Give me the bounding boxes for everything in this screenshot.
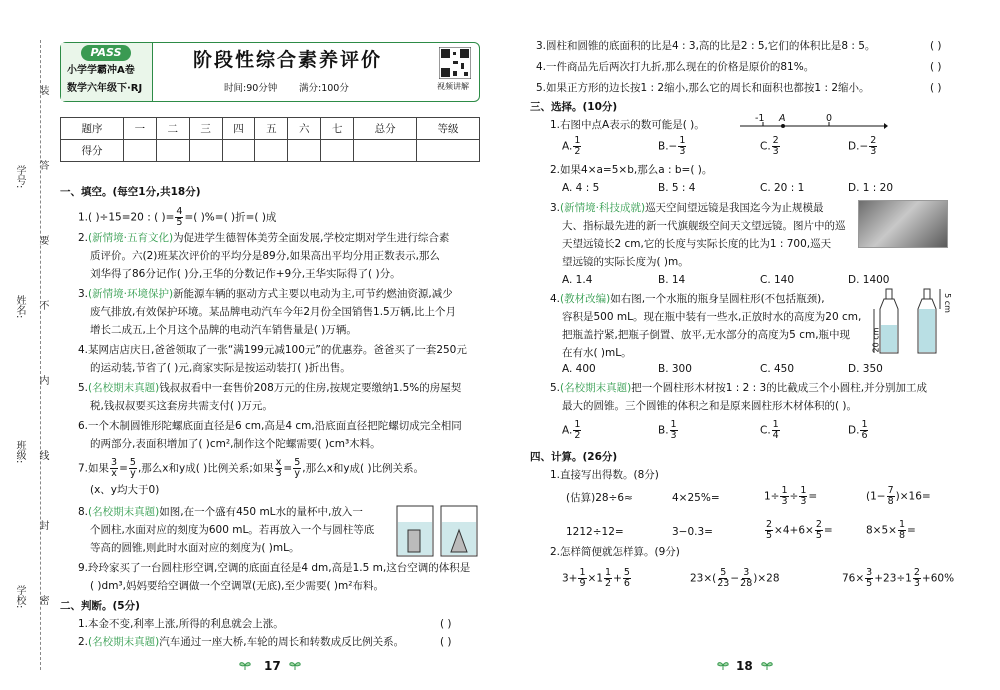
tag: (名校期末真题)	[560, 382, 632, 394]
tag: (名校期末真题)	[88, 382, 160, 394]
q9-text: 9.玲玲家买了一台圆柱形空调,空调的底面直径是4 dm,高是1.5 m,这台空调的体积是	[78, 562, 471, 574]
choice-3-text: 大、指标最先进的新一代旗舰级空间天文望远镜。图片中的巡	[562, 220, 846, 232]
choice-3-text: 望远镜的实际长度为( )m。	[562, 256, 689, 268]
calc-item: 1212÷12=	[566, 526, 624, 538]
option-letter: A.	[562, 140, 573, 153]
q1-text-b: =( )%=( )折=( )成	[184, 211, 277, 224]
table-cell: 总分	[354, 118, 417, 140]
pass-logo: PASS	[81, 45, 131, 61]
tag: (名校期末真题)	[88, 506, 160, 518]
seal-char: 要	[37, 235, 48, 245]
choice-2-text: 2.如果4×a=5×b,那么a : b=( )。	[550, 164, 713, 176]
judge-2: 2.(名校期末真题)汽车通过一座大桥,车轮的周长和转数成反比例关系。	[78, 636, 405, 648]
choice-4-text: 如右图,一个水瓶的瓶身呈圆柱形(不包括瓶颈),	[610, 293, 825, 305]
table-cell: 六	[288, 118, 321, 140]
table-cell: 等级	[417, 118, 480, 140]
calc-item: 3−0.3=	[672, 526, 713, 538]
q2-text: 刘华得了86分记作( )分,王华的分数记作+9分,王华实际得了( )分。	[90, 268, 401, 280]
judge-1-text: 1.本金不变,利率上涨,所得的利息就会上涨。	[78, 618, 284, 630]
seal-char: 线	[37, 450, 48, 460]
choice-option[interactable]: C. 20 : 1	[760, 182, 805, 194]
exam-time: 时间:90分钟	[224, 83, 278, 94]
option-letter: D.	[848, 140, 860, 153]
table-cell: 一	[123, 118, 156, 140]
q1-text: 1.( )÷15=20 : ( )=	[78, 211, 175, 224]
choice-4: 4.(教材改编)如右图,一个水瓶的瓶身呈圆柱形(不包括瓶颈),	[550, 293, 825, 305]
seal-char: 答	[37, 160, 48, 170]
space-telescope-image	[858, 200, 948, 248]
table-cell: 得分	[61, 140, 124, 162]
sprout-icon	[760, 660, 774, 670]
sprout-icon	[288, 660, 302, 670]
q7-text: ,那么x和y成( )比例关系;如果	[137, 462, 274, 475]
table-cell: 四	[222, 118, 255, 140]
table-cell: 七	[321, 118, 354, 140]
q8-text: 如图,在一个盛有450 mL水的量杯中,放入一	[159, 506, 363, 518]
choice-5-text: 把一个圆柱形木材按1 : 2 : 3的比截成三个小圆柱,并分别加工成	[631, 382, 928, 394]
section-fill-blank: 一、填空。(每空1分,共18分)	[60, 186, 201, 198]
table-cell: 三	[189, 118, 222, 140]
q3-text: 增长二成五,上个月这个品牌的电动汽车销售量是( )万辆。	[90, 324, 357, 336]
qr-code-icon[interactable]	[439, 47, 471, 79]
choice-5-text: 最大的圆锥。三个圆锥的体积之和是原来圆柱形木材体积的( )。	[562, 400, 858, 412]
q4-text: 4.某网店店庆日,爸爸领取了一张“满199元减100元”的优惠券。爸爸买了一套250元	[78, 344, 467, 356]
q8-text: 等高的圆锥,则此时水面对应的刻度为( )mL。	[90, 542, 300, 554]
judge-3-text: 3.圆柱和圆锥的底面积的比是4 : 3,高的比是2 : 5,它们的体积比是8 : 5。	[536, 40, 876, 52]
series-name: 小学学霸冲A卷	[67, 65, 135, 76]
choice-option[interactable]: C. $\frac{2}{3}$	[760, 135, 779, 157]
calc-expr: 3+ $\frac{1}{9}$ ×1 $\frac{1}{2}$ + $\frac{5}{6}$	[562, 567, 630, 589]
q4-text: 的运动装,节省了( )元,商家实际是按运动装打( )折出售。	[90, 362, 351, 374]
video-label: 视频讲解	[437, 82, 469, 91]
q2-text: 质评价。六(2)班某次评价的平均分是89分,如果高出平均分用正数表示,那么	[90, 250, 440, 262]
q8-text: 个圆柱,水面对应的刻度为600 mL。若再放入一个与圆柱等底	[90, 524, 375, 536]
q3-text: 废气排放,有效保护环境。某品牌电动汽车今年2月份全国销售1.5万辆,比上个月	[90, 306, 457, 318]
choice-1-text: 1.右图中点A表示的数可能是( )。	[550, 119, 705, 131]
choice-option[interactable]: A. 1.4	[562, 274, 593, 286]
measuring-cups-figure	[395, 500, 480, 558]
score-cell[interactable]	[321, 140, 354, 162]
score-cell[interactable]	[123, 140, 156, 162]
calc-1-text: 1.直接写出得数。(8分)	[550, 469, 659, 481]
tag: (新情境·科技成就)	[560, 202, 646, 214]
answer-bracket[interactable]: ( )	[440, 636, 452, 648]
calc-expr: 23×( $\frac{5}{23}$ − $\frac{3}{28}$ )×28	[690, 567, 780, 589]
q9-text: ( )dm³,妈妈要给空调做一个空调罩(无底),至少需要( )m²布料。	[90, 580, 384, 592]
seal-char: 封	[37, 520, 48, 530]
score-cell[interactable]	[354, 140, 417, 162]
calc-item: 8×5× $\frac{1}{8}$ =	[866, 519, 916, 541]
number-line-label: -1	[755, 113, 765, 124]
section-calc: 四、计算。(26分)	[530, 451, 618, 463]
calc-item: (估算)28÷6≈	[566, 492, 633, 504]
table-row	[61, 118, 480, 140]
option-letter: C.	[760, 140, 771, 153]
score-cell[interactable]	[288, 140, 321, 162]
tag: (名校期末真题)	[88, 636, 160, 648]
choice-option[interactable]: B. 5 : 4	[658, 182, 696, 194]
choice-option[interactable]: D.− $\frac{2}{3}$	[848, 135, 877, 157]
tag: (新情境·环境保护)	[88, 288, 174, 300]
page-title: 阶段性综合素养评价	[193, 49, 383, 71]
answer-bracket[interactable]: ( )	[930, 61, 942, 73]
q2: 2.(新情境·五育文化)为促进学生德智体美劳全面发展,学校定期对学生进行综合素	[78, 232, 450, 244]
q6-text: 6.一个木制圆锥形陀螺底面直径是6 cm,高是4 cm,沿底面直径把陀螺切成完全相同	[78, 420, 462, 432]
answer-bracket[interactable]: ( )	[930, 40, 942, 52]
seal-char: 装	[37, 85, 48, 95]
answer-bracket[interactable]: ( )	[440, 618, 452, 630]
q2-text: 为促进学生德智体美劳全面发展,学校定期对学生进行综合素	[173, 232, 450, 244]
tag: (新情境·五育文化)	[88, 232, 174, 244]
seal-char: 密	[37, 595, 48, 605]
q5-text: 税,钱叔叔要买这套房共需支付( )万元。	[90, 400, 273, 412]
choice-option[interactable]: C. 140	[760, 274, 795, 286]
choice-option[interactable]: C. 450	[760, 363, 795, 375]
choice-option[interactable]: D. $\frac{1}{6}$	[848, 419, 868, 441]
page-number-left: 17	[264, 659, 281, 673]
choice-5: 5.(名校期末真题)把一个圆柱形木材按1 : 2 : 3的比截成三个小圆柱,并分别加工成	[550, 382, 928, 394]
calc-part: (1−	[866, 490, 886, 503]
fraction: $\frac{x}{3}$	[275, 457, 282, 479]
calc-expr: 76× $\frac{3}{5}$ +23÷1 $\frac{2}{3}$ +60%	[842, 567, 955, 589]
choice-option[interactable]: A. 4 : 5	[562, 182, 600, 194]
choice-option[interactable]: B. 14	[658, 274, 686, 286]
table-row	[61, 140, 480, 162]
name-label: 姓名:	[14, 295, 25, 319]
score-cell[interactable]	[156, 140, 189, 162]
tag: (教材改编)	[560, 293, 611, 305]
q7-text: 7.如果	[78, 462, 110, 475]
calc-part: 1÷	[764, 490, 780, 503]
judge-4-text: 4.一件商品先后两次打九折,那么现在的价格是原价的81%。	[536, 61, 815, 73]
school-label: 学校:	[14, 585, 25, 609]
fraction: $\frac{5}{y}$	[294, 457, 301, 479]
choice-option[interactable]: D. 1400	[848, 274, 890, 286]
q1	[78, 207, 276, 228]
section-choice: 三、选择。(10分)	[530, 101, 618, 113]
choice-4-text: 容积是500 mL。现在瓶中装有一些水,正放时水的高度为20 cm,	[562, 311, 862, 323]
number-line-label: 0	[826, 113, 833, 124]
score-cell[interactable]	[189, 140, 222, 162]
choice-option[interactable]: B.− $\frac{1}{3}$	[658, 135, 686, 157]
choice-option[interactable]: B. $\frac{1}{3}$	[658, 419, 677, 441]
bottle-gap-label: 5 cm	[942, 293, 952, 313]
q7: 7.如果 $\frac{3}{x}$ = $\frac{5}{y}$ ,那么x和y成( )比例关系;如果 $\frac{x}{3}$ = $\frac{5}{y}$ ,那么x和y成( )比例关系。	[78, 457, 425, 479]
sprout-icon	[238, 660, 252, 670]
option-letter: B.	[658, 424, 669, 437]
calc-2-text: 2.怎样简便就怎样算。(9分)	[550, 546, 680, 558]
choice-option[interactable]: A. $\frac{1}{2}$	[562, 419, 581, 441]
choice-3-text: 天望远镜长2 cm,它的长度与实际长度的比为1 : 700,巡天	[562, 238, 832, 250]
calc-item: 1÷ $\frac{1}{3}$ ÷ $\frac{1}{3}$ =	[764, 485, 818, 507]
bottle-height-label: 20 cm	[871, 327, 881, 353]
choice-4-text: 在有水( )mL。	[562, 347, 632, 359]
option-letter: C.	[760, 424, 771, 437]
student-id-label: 学号:	[14, 165, 25, 189]
sprout-icon	[716, 660, 730, 670]
q5-text: 钱叔叔看中一套售价208万元的住房,按规定要缴纳1.5%的房屋契	[159, 382, 462, 394]
choice-option[interactable]: A. 400	[562, 363, 596, 375]
series-panel	[61, 43, 153, 101]
class-label: 班级:	[14, 440, 25, 464]
q7-text: ,那么x和y成( )比例关系。	[302, 462, 425, 475]
choice-option[interactable]: A. $\frac{1}{2}$	[562, 135, 581, 157]
number-line-label: A	[779, 113, 786, 124]
table-cell: 五	[255, 118, 288, 140]
option-letter: A.	[562, 424, 573, 437]
option-letter: B.	[658, 140, 669, 153]
judge-5-text: 5.如果正方形的边长按1 : 2缩小,那么它的周长和面积也都按1 : 2缩小。	[536, 82, 870, 94]
q3: 3.(新情境·环境保护)新能源车辆的驱动方式主要以电动为主,可节约燃油资源,减少	[78, 288, 453, 300]
calc-item: $\frac{2}{5}$ ×4+6× $\frac{2}{5}$ =	[766, 519, 833, 541]
q6-text: 的两部分,表面积增加了( )cm²,制作这个陀螺需要( )cm³木料。	[90, 438, 381, 450]
choice-3: 3.(新情境·科技成就)巡天空间望远镜是我国迄今为止规模最	[550, 202, 824, 214]
seal-char: 不	[37, 300, 48, 310]
judge-2-text: 汽车通过一座大桥,车轮的周长和转数成反比例关系。	[159, 636, 405, 648]
score-cell[interactable]	[255, 140, 288, 162]
calc-item: 4×25%=	[672, 492, 720, 504]
q7-note: (x、y均大于0)	[90, 484, 160, 496]
fraction: $\frac{3}{x}$	[111, 457, 118, 479]
choice-option[interactable]: D. 1 : 20	[848, 182, 894, 194]
page-number-right: 18	[736, 659, 753, 673]
choice-4-text: 把瓶盖拧紧,把瓶子倒置、放平,无水部分的高度为5 cm,瓶中现	[562, 329, 851, 341]
choice-option[interactable]: D. 350	[848, 363, 883, 375]
fraction: $\frac{5}{y}$	[129, 457, 136, 479]
exam-full-score: 满分:100分	[299, 83, 349, 94]
score-cell[interactable]	[222, 140, 255, 162]
choice-option[interactable]: C. $\frac{1}{4}$	[760, 419, 779, 441]
score-cell[interactable]	[417, 140, 480, 162]
choice-option[interactable]: B. 300	[658, 363, 692, 375]
fraction: $\frac{4}{5}$	[176, 206, 183, 228]
answer-bracket[interactable]: ( )	[930, 82, 942, 94]
table-cell: 二	[156, 118, 189, 140]
binding-line	[40, 40, 41, 670]
exam-header	[60, 42, 480, 102]
seal-char: 内	[37, 375, 48, 385]
grade-name: 数学六年级下·RJ	[67, 83, 143, 94]
score-table	[60, 117, 480, 162]
q3-text: 新能源车辆的驱动方式主要以电动为主,可节约燃油资源,减少	[173, 288, 453, 300]
q5: 5.(名校期末真题)钱叔叔看中一套售价208万元的住房,按规定要缴纳1.5%的房屋契	[78, 382, 462, 394]
table-cell: 题序	[61, 118, 124, 140]
calc-item: (1− $\frac{7}{8}$ )×16=	[866, 485, 931, 507]
choice-3-text: 巡天空间望远镜是我国迄今为止规模最	[645, 202, 824, 214]
option-letter: D.	[848, 424, 860, 437]
q8: 8.(名校期末真题)如图,在一个盛有450 mL水的量杯中,放入一	[78, 506, 363, 518]
section-judge: 二、判断。(5分)	[60, 600, 140, 612]
